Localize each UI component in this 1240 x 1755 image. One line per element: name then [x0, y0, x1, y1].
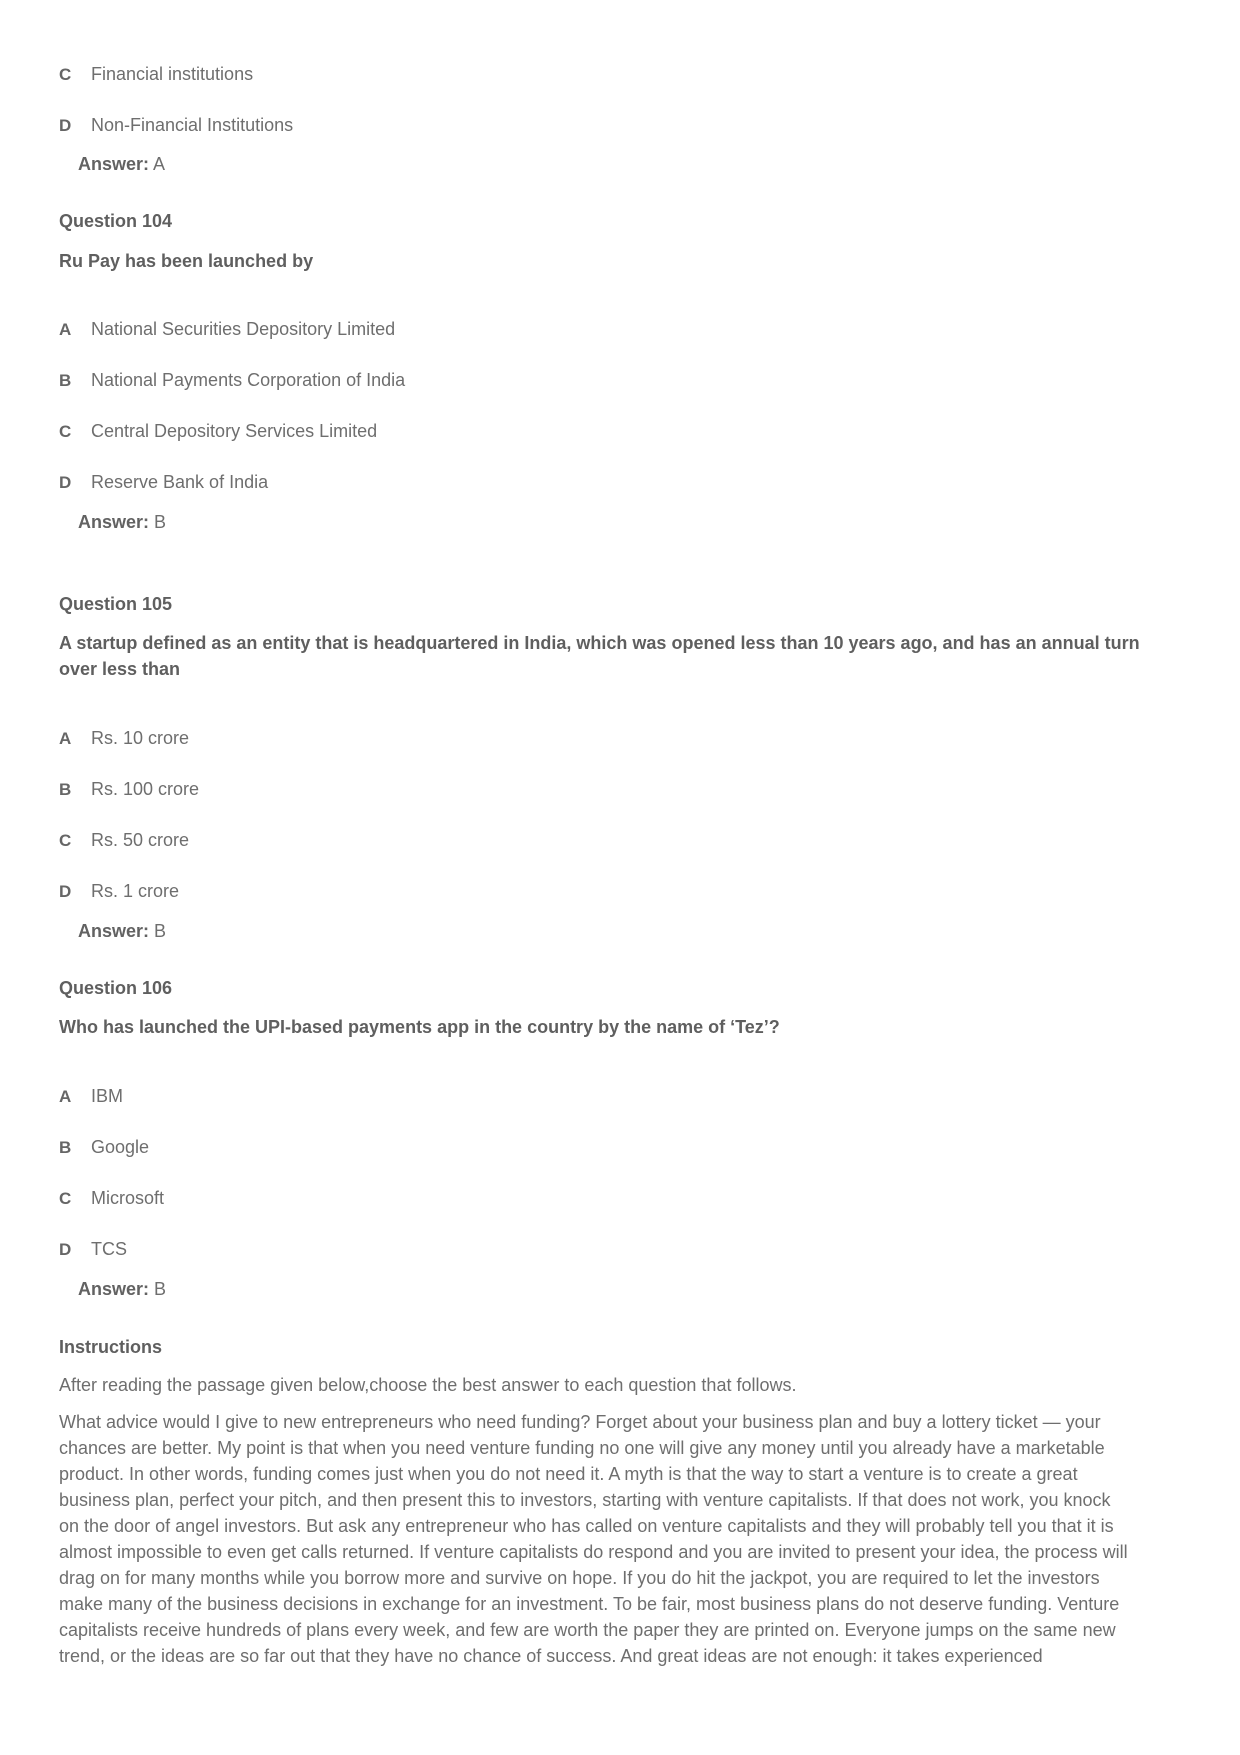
option-text: Central Depository Services Limited	[91, 421, 378, 441]
option-text: Rs. 10 crore	[91, 728, 190, 748]
question-number: Question 105	[59, 594, 173, 614]
answer-value: B	[154, 512, 167, 532]
option-d	[59, 115, 293, 136]
option-letter: A	[59, 320, 72, 339]
option-letter: C	[59, 422, 72, 441]
option-letter: D	[59, 473, 72, 492]
option-c	[59, 421, 377, 442]
option-b	[59, 779, 199, 800]
answer	[78, 1279, 166, 1300]
passage-line: make many of the business decisions in exchange for an investment. To be fair, most business plans do not deserve funding. Venture	[59, 1594, 1120, 1614]
question-text: A startup defined as an entity that is headquartered in India, which was opened less than 10 years ago, and has an annual turn over less than	[59, 633, 1140, 679]
option-letter: C	[59, 65, 72, 84]
option-text: Google	[91, 1137, 150, 1157]
passage-line: business plan, perfect your pitch, and then present this to investors, starting with venture capitalists. If that does not work, you knock	[59, 1490, 1111, 1510]
option-text: Rs. 50 crore	[91, 830, 190, 850]
option-letter: C	[59, 831, 72, 850]
option-letter: C	[59, 1189, 72, 1208]
answer	[78, 921, 166, 942]
option-text: National Payments Corporation of India	[91, 370, 406, 390]
answer-label: Answer:	[78, 154, 150, 174]
answer	[78, 154, 165, 175]
passage-line: trend, or the ideas are so far out that they have no chance of success. And great ideas are not enough: it takes experienced	[59, 1646, 1043, 1666]
passage-line: chances are better. My point is that when you need venture funding no one will give any money until you already have a marketable	[59, 1438, 1105, 1458]
passage-line: product. In other words, funding comes just when you do not need it. A myth is that the way to start a venture is to create a great	[59, 1464, 1078, 1484]
option-letter: D	[59, 1240, 72, 1259]
passage	[59, 1409, 1187, 1669]
passage-line: capitalists receive hundreds of plans every week, and few are worth the paper they are printed on. Everyone jumps on the same new	[59, 1620, 1116, 1640]
option-d	[59, 881, 179, 902]
answer	[78, 512, 166, 533]
instructions-text: After reading the passage given below,choose the best answer to each question that follows.	[59, 1375, 797, 1395]
option-text: Rs. 1 crore	[91, 881, 180, 901]
option-letter: A	[59, 1087, 72, 1106]
answer-value: B	[154, 1279, 167, 1299]
option-letter: A	[59, 729, 72, 748]
option-letter: D	[59, 882, 72, 901]
question-text: Who has launched the UPI-based payments app in the country by the name of ‘Tez’?	[59, 1017, 780, 1037]
passage-line: What advice would I give to new entrepreneurs who need funding? Forget about your business plan and buy a lottery ticket — your	[59, 1412, 1101, 1432]
option-letter: B	[59, 371, 72, 390]
answer-label: Answer:	[78, 1279, 150, 1299]
option-letter: B	[59, 780, 72, 799]
question-number: Question 104	[59, 211, 173, 231]
option-text: Reserve Bank of India	[91, 472, 269, 492]
option-c	[59, 1188, 164, 1209]
option-letter: B	[59, 1138, 72, 1157]
option-a	[59, 1086, 123, 1107]
instructions-title: Instructions	[59, 1337, 163, 1357]
passage-line: drag on for many months while you borrow more and survive on hope. If you do hit the jackpot, you are required to let the investors	[59, 1568, 1100, 1588]
option-c	[59, 830, 189, 851]
option-text: IBM	[91, 1086, 124, 1106]
option-text: TCS	[91, 1239, 127, 1259]
passage-line: on the door of angel investors. But ask any entrepreneur who has called on venture capitalists and they will probably tell you that it is	[59, 1516, 1114, 1536]
answer-label: Answer:	[78, 921, 150, 941]
option-d	[59, 1239, 127, 1260]
option-text: National Securities Depository Limited	[91, 319, 396, 339]
answer-value: B	[154, 921, 167, 941]
option-text: Financial institutions	[91, 64, 254, 84]
option-b	[59, 1137, 149, 1158]
option-d	[59, 472, 268, 493]
option-a	[59, 728, 189, 749]
question-number: Question 106	[59, 978, 173, 998]
answer-label: Answer:	[78, 512, 150, 532]
question-text: Ru Pay has been launched by	[59, 251, 314, 271]
answer-value: A	[153, 154, 166, 174]
option-text: Non-Financial Institutions	[91, 115, 294, 135]
option-text: Rs. 100 crore	[91, 779, 200, 799]
passage-line: almost impossible to even get calls returned. If venture capitalists do respond and you are invited to present your idea, the process will	[59, 1542, 1128, 1562]
option-c	[59, 64, 253, 85]
option-b	[59, 370, 405, 391]
option-letter: D	[59, 116, 72, 135]
option-a	[59, 319, 395, 340]
option-text: Microsoft	[91, 1188, 165, 1208]
